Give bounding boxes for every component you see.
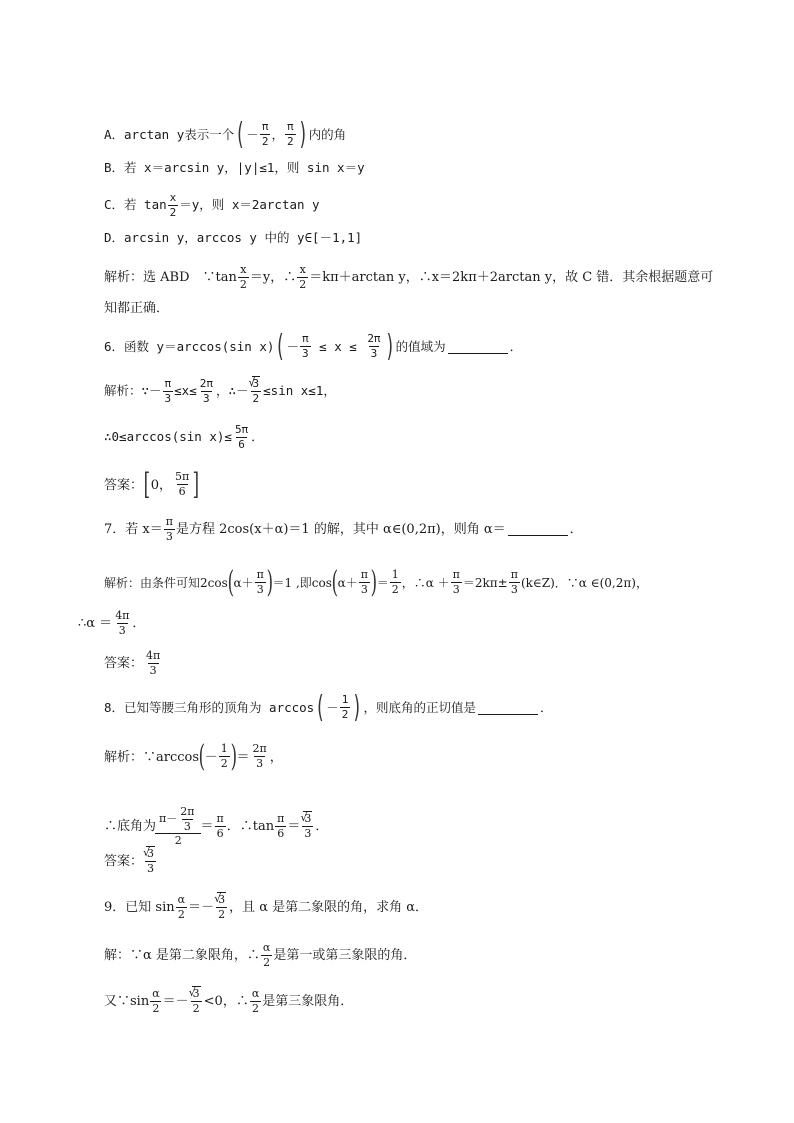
fraction: $\frac{2\pi}{3}$ [199, 377, 213, 405]
fraction: $\frac{2\pi}{3}$ [367, 332, 381, 360]
fraction: $\frac{\pi}{3}$ [360, 568, 368, 596]
fraction: $\frac{\alpha}{2}$ [251, 987, 260, 1015]
answer-6: 答案： [ 0， $\frac{5\pi}{6}$ ] [104, 467, 200, 502]
solution-9-line2: 又∵sin $\frac{\alpha}{2}$ ＝－ √ $\frac{3}{2}$ <0，∴ $\frac{\alpha}{2}$ 是第三象限角． [104, 988, 353, 1015]
solution-5-line2: 知都正确． [104, 301, 170, 316]
fraction: $\frac{4\pi}{3}$ [146, 649, 161, 677]
fraction: $\frac{\pi}{6}$ [277, 812, 285, 840]
solution-9-line1: 解：∵α 是第二象限角，∴ $\frac{\alpha}{2}$ 是第一或第三象限的角． [104, 941, 417, 969]
question-7: 7．若 x＝ $\frac{\pi}{3}$ 是方程 2cos(x＋α)＝1 的解，其中 α∈(0,2π)，则角 α＝ ． [104, 515, 583, 543]
option-a: A．arctan y表示一个 ( － $\frac{\pi}{2}$ ， $\frac{\pi}{2}$ ) 内的角 [104, 117, 347, 152]
question-6: 6．函数 y＝arccos(sin x) ( － $\frac{\pi}{3}$ ≤ x ≤ $\frac{2\pi}{3}$ ) 的值域为 ． [104, 329, 523, 364]
option-d-text: D．arcsin y，arccos y 中的 y∈[－1,1] [104, 230, 363, 245]
fraction: $\frac{\alpha}{2}$ [152, 987, 160, 1015]
fraction: $\frac{x}{2}$ [239, 263, 247, 291]
fraction: $\frac{\pi}{3}$ [452, 568, 460, 596]
fraction: √ $\frac{3}{2}$ [215, 894, 228, 921]
solution-7-line2: ∴α ＝ $\frac{4\pi}{3}$ ． [78, 609, 146, 637]
option-b-text: B．若 x＝arcsin y，|y|≤1，则 sin x＝y [104, 160, 365, 175]
fraction: $\frac{x}{2}$ [169, 191, 177, 219]
solution-6-line2: ∴0≤arccos(sin x)≤ $\frac{5\pi}{6}$ ． [104, 423, 264, 451]
option-c: C．若 tan $\frac{x}{2}$ ＝y，则 x＝2arctan y [104, 191, 320, 219]
fraction: $\frac{1}{2}$ [341, 693, 349, 721]
question-9: 9．已知 sin $\frac{\alpha}{2}$ ＝－ √ $\frac{3}{2}$ ，且 α 是第二象限的角，求角 α． [104, 894, 428, 921]
solution-5-line1: 解析：选 ABD ∵tan $\frac{x}{2}$ ＝y，∴ $\frac{x}{2}$ ＝kπ＋arctan y，∴x＝2kπ＋2arctan y，故 C 错．其余根据题意可 [104, 263, 714, 291]
answer-blank[interactable] [508, 523, 568, 536]
answer-blank[interactable] [448, 341, 508, 354]
fraction: $\frac{1}{2}$ [220, 742, 228, 770]
fraction: √ $\frac{3}{2}$ [190, 988, 203, 1015]
fraction: $\frac{\alpha}{2}$ [262, 941, 271, 969]
fraction: √ $\frac{3}{2}$ [250, 378, 263, 405]
fraction: $\frac{1}{2}$ [391, 568, 399, 596]
fraction: $\frac{x}{2}$ [299, 263, 307, 291]
fraction: $\frac{5\pi}{6}$ [175, 470, 190, 498]
fraction: $\frac{\pi}{3}$ [164, 377, 172, 405]
question-8: 8．已知等腰三角形的顶角为 arccos ( － $\frac{1}{2}$ ) ，则底角的正切值是 ． [104, 690, 553, 725]
option-a-text: A．arctan y表示一个 [104, 126, 235, 142]
option-b [104, 162, 365, 175]
fraction: $\frac{\pi}{2}$ [261, 120, 269, 148]
solution-8-line2: ∴底角为 π－ $\frac{2\pi}{3}$ 2 ＝ $\frac{\pi}{6}$ ．∴tan $\frac{\pi}{6}$ ＝ √ $\frac{3}{3}$ ． [104, 806, 328, 848]
answer-blank[interactable] [478, 702, 538, 715]
fraction: $\frac{2\pi}{3}$ [252, 742, 267, 770]
solution-6-line1: 解析：∵－ $\frac{\pi}{3}$ ≤x≤ $\frac{2\pi}{3}$ ，∴－ √ $\frac{3}{2}$ ≤sin x≤1， [104, 378, 336, 405]
fraction: $\frac{\pi}{2}$ [286, 120, 294, 148]
fraction: $\frac{\pi}{3}$ [165, 515, 173, 543]
fraction: $\frac{\pi}{3}$ [302, 332, 309, 360]
fraction: $\frac{4\pi}{3}$ [115, 609, 130, 637]
fraction: $\frac{5\pi}{6}$ [234, 423, 249, 451]
fraction: √ $\frac{3}{3}$ [144, 848, 157, 875]
fraction: $\frac{\alpha}{2}$ [177, 893, 186, 921]
fraction: $\frac{\pi}{3}$ [510, 568, 518, 596]
fraction: $\frac{\pi}{6}$ [216, 812, 224, 840]
compound-fraction: π－ $\frac{2\pi}{3}$ 2 [157, 806, 199, 848]
fraction: √ $\frac{3}{3}$ [301, 813, 314, 840]
fraction: $\frac{\pi}{3}$ [256, 568, 264, 596]
answer-8: 答案： √ $\frac{3}{3}$ [104, 848, 158, 875]
solution-7-line1: 解析：由条件可知2cos ( α＋ $\frac{\pi}{3}$ ) ＝1 ,即cos ( α＋ $\frac{\pi}{3}$ ) ＝ $\frac{1}{2}$ ，∴α ＋ $\frac{\pi}{3}$ ＝2kπ± $\frac{\pi}{3}$ (k∈Z)．∵α ∈(0,2π)， [104, 565, 648, 600]
answer-7: 答案： $\frac{4\pi}{3}$ [104, 649, 161, 677]
option-d [104, 232, 362, 245]
solution-8-line1: 解析：∵arccos ( － $\frac{1}{2}$ ) ＝ $\frac{2\pi}{3}$ ， [104, 739, 283, 774]
